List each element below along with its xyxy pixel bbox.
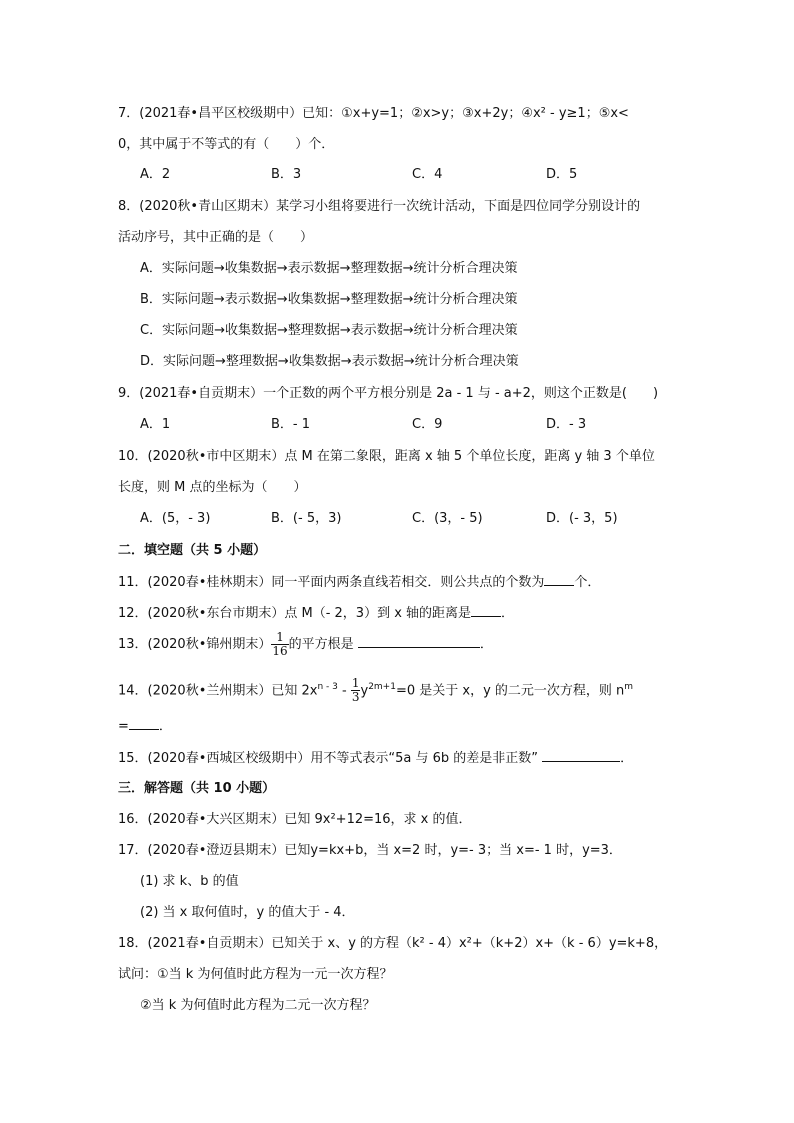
q10-option-b: B．(- 5，3) [271,511,342,526]
q13 [118,630,493,660]
section-solve-heading: 三．解答题（共 10 小题） [118,781,276,796]
q11-text: 11．(2020春•桂林期末）同一平面内两条直线若相交．则公共点的个数为 [118,575,545,590]
q12-text: 12．(2020秋•东台市期末）点 M（- 2，3）到 x 轴的距离是 [118,606,472,621]
q14-numerator: 1 [351,676,360,691]
q7-option-a: A．2 [140,167,171,182]
q14-end: ． [158,719,172,734]
q14-equals: = [118,719,129,734]
q8-line2: 活动序号，其中正确的是（ ） [118,230,314,245]
q13-denominator: 16 [272,644,288,658]
q9-option-b: B．- 1 [271,417,311,432]
q11-answer-blank[interactable] [544,573,574,586]
q9-option-c: C．9 [412,417,443,432]
q7-line2: 0，其中属于不等式的有（ ）个． [118,137,335,152]
q9-option-d: D．- 3 [546,417,587,432]
q10-option-a: A．(5，- 3) [140,511,211,526]
q7-option-b: B．3 [271,167,302,182]
q13-fraction [271,631,288,658]
q15-end: ． [620,751,634,766]
q13-end: ． [479,637,493,652]
q8-option-a: A．实际问题→收集数据→表示数据→整理数据→统计分析合理决策 [140,261,518,276]
q8-line1: 8．(2020秋•青山区期末）某学习小组将要进行一次统计活动，下面是四位同学分别设计的 [118,199,641,214]
q14-y: y [360,683,369,699]
q14-exp-3: m [624,682,634,692]
q18: 18．(2021春•自贡期末）已知关于 x、y 的方程（k² - 4）x²+（k+2）x+（k - 6）y=k+8， [118,936,668,951]
q9-option-a: A．1 [140,417,171,432]
q13-numerator: 1 [271,631,288,645]
q13-answer-blank[interactable] [358,635,480,648]
q14-minus: - [337,683,351,699]
q7-option-c: C．4 [412,167,443,182]
q15-answer-blank[interactable] [542,749,620,762]
q15-text: 15．(2020春•西城区校级期中）用不等式表示“5a 与 6b 的差是非正数” [118,751,538,766]
q11 [118,573,600,592]
q8-option-d: D．实际问题→整理数据→收集数据→表示数据→统计分析合理决策 [140,354,519,369]
q17: 17．(2020春•澄迈县期末）已知y=kx+b，当 x=2 时，y=- 3；当 x=- 1 时，y=3． [118,843,622,858]
q14-text: 14．(2020秋•兰州期末）已知 2x [118,683,318,699]
q13-mid: 的平方根是 [288,637,354,652]
q9-line1: 9．(2021春•自贡期末）一个正数的两个平方根分别是 2a - 1 与 - a+2，则这个正数是( ) [118,386,659,401]
q14-exp-2: 2m+1 [368,682,396,692]
q8-option-c: C．实际问题→收集数据→整理数据→表示数据→统计分析合理决策 [140,323,518,338]
q11-end: 个． [574,575,601,590]
q10-line1: 10．(2020秋•市中区期末）点 M 在第二象限，距离 x 轴 5 个单位长度，距离 y 轴 3 个单位 [118,449,655,464]
q16: 16．(2020春•大兴区期末）已知 9x²+12=16，求 x 的值． [118,812,472,827]
q17-part1: (1) 求 k、b 的值 [140,874,239,889]
q13-text: 13．(2020秋•锦州期末） [118,637,272,652]
section-fill-heading: 二．填空题（共 5 小题） [118,543,267,558]
q14 [118,672,633,706]
q8-option-b: B．实际问题→表示数据→收集数据→整理数据→统计分析合理决策 [140,292,518,307]
q10-option-d: D．(- 3，5) [546,511,618,526]
q18-part1: 试问：①当 k 为何值时此方程为一元一次方程？ [118,967,393,982]
q15 [118,749,633,768]
q7-line1: 7．(2021春•昌平区校级期中）已知：①x+y=1；②x>y；③x+2y；④x² - y≥1；⑤x< [118,106,629,121]
q14-answer-blank[interactable] [129,717,159,730]
q12-answer-blank[interactable] [471,604,501,617]
q18-part2: ②当 k 为何值时此方程为二元一次方程？ [140,998,376,1013]
q14-rest: =0 是关于 x，y 的二元一次方程，则 n [395,683,625,699]
q10-option-c: C．(3，- 5) [412,511,483,526]
q14-exp-1: n - 3 [317,682,338,692]
q14-denominator: 3 [351,690,360,705]
q17-part2: (2) 当 x 取何值时，y 的值大于 - 4． [140,905,355,920]
q12-end: ． [501,606,515,621]
q14-line2 [118,717,172,736]
q12 [118,604,514,623]
q10-line2: 长度，则 M 点的坐标为（ ） [118,480,307,495]
q7-option-d: D．5 [546,167,578,182]
